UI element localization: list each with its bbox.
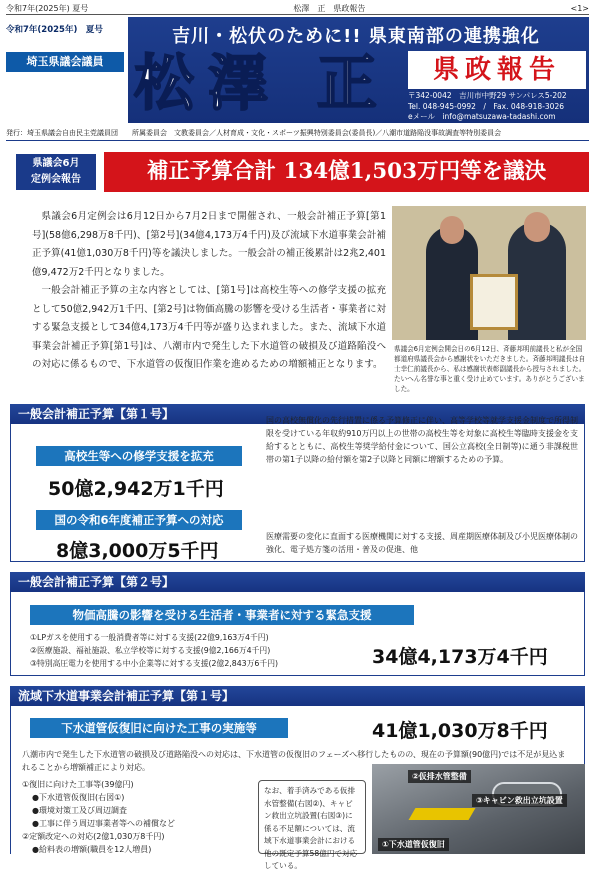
issue-label: 令和7年(2025年) 夏号 — [6, 4, 89, 13]
section1-amount1: 50億2,942万1千円 — [48, 478, 224, 500]
slogan: 吉川・松伏のために!! 県東南部の連携強化 — [172, 26, 540, 47]
section1-header: 一般会計補正予算【第１号】 — [10, 404, 585, 424]
photo-head-right — [524, 212, 550, 242]
assembly-label: 埼玉県議会議員 — [6, 52, 124, 72]
session-tag — [16, 154, 96, 190]
section1-desc1: 国の高校無償化の先行措置に係る予算修正に伴い、高等学校等就学支援金制度で所得制限を受けている年収約910万円以上の世帯の高校生等を対象に高校生等臨時支援金を支給するとともに、高校生等奨学給付金について、国公立高校(全日制等)に通う非課税世帯の第1子以降の給付額を第2子以降と同額に増額するための予算。 — [266, 416, 578, 464]
photo-caption: 県議会6月定例会開会日の6月12日、斉藤邦明前議長と私が全国都道府県議長会から感謝状をいただきました。斉藤邦明議長は自士幸仁前議長から、私は感謝状表彰副議長から授与されました。たいへん名誉な事と重く受け止めています。ありがとうございました。 — [394, 345, 586, 393]
photo-label-shaft: ③キャビン救出立坑設置 — [472, 794, 567, 807]
photo-head-left — [440, 216, 464, 244]
photo-label-drain: ②仮排水管整備 — [408, 770, 471, 783]
header-title: 松澤 正 県政報告 — [293, 4, 366, 13]
issuer-line: 発行：埼玉県議会自由民主党議員団 所属委員会 文教委員会／人材育成・文化・スポーツ振興特別委員会(委員長)／八潮市道路陥没事故調査等特別委員会 — [6, 128, 589, 141]
report-title: 県政報告 — [408, 51, 586, 89]
section3-list-item: ②定額改定への対応(2億1,030万8千円) — [22, 832, 165, 841]
page-number: <1> — [570, 4, 589, 13]
tel-fax: Tel. 048-945-0992 / Fax. 048-918-3026 — [408, 101, 564, 111]
section1-sub1: 高校生等への修学支援を拡充 — [36, 446, 242, 466]
session-tag-line1: 県議会6月 — [32, 158, 80, 169]
section3-list-item: ①復旧に向けた工事等(39億円) — [22, 780, 134, 789]
politician-name: 松澤 正 — [134, 49, 391, 119]
construction-site-photo — [372, 764, 585, 854]
section3-list-item: ●給料表の増額(職員を12人増員) — [32, 845, 152, 854]
address: 〒342-0042 吉川市中野29 サンパレス5-202 — [408, 91, 567, 100]
section3-header: 流域下水道事業会計補正予算【第１号】 — [10, 686, 585, 706]
section3-list — [22, 778, 252, 856]
intro-text — [32, 208, 386, 375]
section1-desc2: 医療需要の変化に直面する医療機関に対する支援、周産期医療体制及び小児医療体制の強化、電子処方箋の活用・普及の促進、他 — [266, 532, 578, 554]
section3-list-item: ●環境対策工及び周辺調査 — [32, 806, 127, 815]
section2-amount: 34億4,173万4千円 — [372, 646, 548, 668]
section3-list-item: ●下水道管仮復旧(右図①) — [32, 793, 125, 802]
section2-sub: 物価高騰の影響を受ける生活者・事業者に対する緊急支援 — [30, 605, 414, 625]
intro-paragraph-1: 県議会6月定例会は6月12日から7月2日まで開催され、一般会計補正予算[第1号](58億6,298万8千円)、[第2号](34億4,173万4千円)及び流域下水道事業会計補正予算(41億1,030万8千円)等を議決しました。一般会計の補正後累計は2兆2,401億9,472万2千円となりました。 — [32, 211, 386, 278]
award-photo — [392, 206, 586, 340]
section3-paragraph: 八潮市内で発生した下水道管の破損及び道路陥没への対応は、下水道管の仮復旧のフェーズへ移行したものの、現在の予算額(90億円)では不足が見込まれることから増額補正により対応。 — [22, 750, 566, 772]
section3-amount: 41億1,030万8千円 — [372, 720, 548, 742]
issue-year: 令和7年(2025年) 夏号 — [6, 25, 103, 35]
intro-paragraph-2: 一般会計補正予算の主な内容としては、[第1号]は高校生等への修学支援の拡充として50億2,942万1千円、[第2号]は物価高騰の影響を受ける生活者・事業者に対する緊急支援として34億4,173万4千円等が盛り込まれました。また、流域下水道事業会計補正予算[第1号]は、八潮市内で発生した下水道管の破損及び道路陥没への対応に係るもので、下水道管の仮復旧作業を進めるための増額補正となります。 — [32, 285, 386, 370]
photo-label-repair: ①下水道管仮復旧 — [378, 838, 449, 851]
main-headline: 補正予算合計 134億1,503万円等を議決 — [104, 152, 589, 192]
section1-amount2: 8億3,000万5千円 — [56, 540, 219, 562]
section3-callout: なお、着手済みである仮排水管整備(右図②)、キャビン救出立坑設置(右図③)に係る不足額については、流域下水道事業会計における他の既定予算58億円で対応している。 — [258, 780, 366, 854]
section2-header: 一般会計補正予算【第２号】 — [10, 572, 585, 592]
email-label: eメール — [408, 112, 435, 121]
contact-info — [408, 91, 586, 123]
email-row — [408, 112, 586, 123]
section2-item-3: ③特別高圧電力を使用する中小企業等に対する支援(2億2,843万6千円) — [30, 659, 279, 668]
section3-list-item: ●工事に伴う周辺事業者等への補償など — [32, 819, 175, 828]
section1-sub2: 国の令和6年度補正予算への対応 — [36, 510, 242, 530]
section2-item-1: ①LPガスを使用する一般消費者等に対する支援(22億9,163万4千円) — [30, 633, 269, 642]
photo-certificate — [470, 274, 518, 330]
section3-sub: 下水道管仮復旧に向けた工事の実施等 — [30, 718, 288, 738]
top-header-bar — [6, 3, 589, 15]
masthead — [6, 17, 589, 123]
site-arrow-marker — [409, 808, 476, 820]
email-link[interactable]: info@matsuzawa-tadashi.com — [442, 112, 556, 121]
headline-row — [6, 150, 589, 194]
session-tag-line2: 定例会報告 — [31, 174, 81, 185]
section2-item-2: ②医療施設、福祉施設、私立学校等に対する支援(9億2,166万4千円) — [30, 646, 271, 655]
